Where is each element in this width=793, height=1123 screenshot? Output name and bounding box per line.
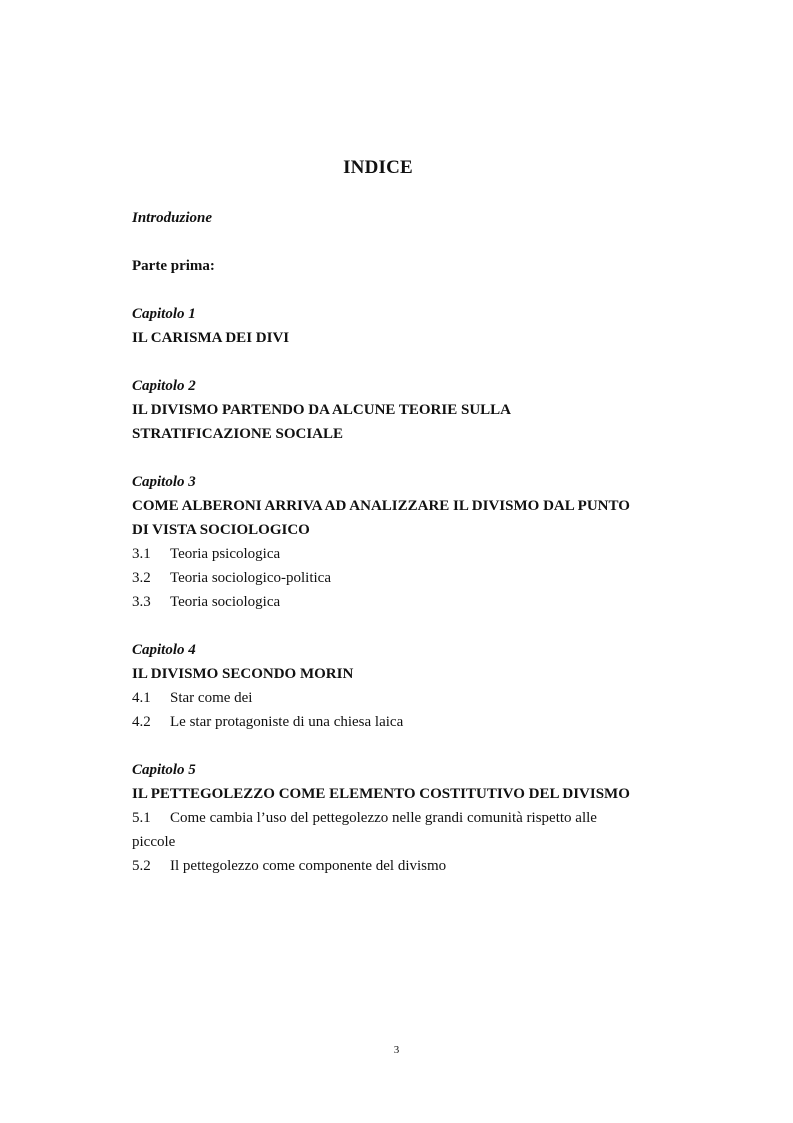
toc-item-number: 5.2 bbox=[132, 858, 151, 874]
toc-item-number: 3.3 bbox=[132, 594, 151, 610]
toc-item-text: Star come dei bbox=[170, 690, 253, 706]
toc-item-text: Le star protagoniste di una chiesa laica bbox=[170, 714, 404, 730]
spacer bbox=[132, 350, 642, 374]
page-title: INDICE bbox=[343, 157, 413, 178]
toc-item-number: 5.1 bbox=[132, 810, 151, 826]
spacer bbox=[132, 278, 642, 302]
chapter-1-title: IL CARISMA DEI DIVI bbox=[132, 330, 290, 346]
chapter-5-title: IL PETTEGOLEZZO COME ELEMENTO COSTITUTIVO DEL DIVISMO bbox=[132, 786, 630, 802]
toc-item bbox=[132, 686, 642, 710]
toc-item-number: 4.1 bbox=[132, 690, 151, 706]
spacer bbox=[132, 734, 642, 758]
toc-item-text: Il pettegolezzo come componente del divismo bbox=[170, 858, 447, 874]
spacer bbox=[132, 230, 642, 254]
intro-entry: Introduzione bbox=[132, 210, 213, 226]
spacer bbox=[132, 446, 642, 470]
toc-item bbox=[132, 854, 642, 878]
toc-item bbox=[132, 542, 642, 566]
spacer bbox=[132, 614, 642, 638]
chapter-2-title: IL DIVISMO PARTENDO DA ALCUNE TEORIE SULLA STRATIFICAZIONE SOCIALE bbox=[132, 402, 511, 442]
toc-item bbox=[132, 590, 642, 614]
part-heading: Parte prima: bbox=[132, 258, 215, 274]
page-number: 3 bbox=[393, 1044, 400, 1056]
table-of-contents bbox=[132, 206, 642, 878]
toc-item bbox=[132, 806, 642, 854]
chapter-4-label: Capitolo 4 bbox=[132, 642, 196, 658]
chapter-4-title: IL DIVISMO SECONDO MORIN bbox=[132, 666, 354, 682]
toc-item-text: Teoria psicologica bbox=[170, 546, 281, 562]
chapter-2-label: Capitolo 2 bbox=[132, 378, 196, 394]
chapter-5-label: Capitolo 5 bbox=[132, 762, 196, 778]
toc-item bbox=[132, 710, 642, 734]
toc-item bbox=[132, 566, 642, 590]
chapter-3-title: COME ALBERONI ARRIVA AD ANALIZZARE IL DIVISMO DAL PUNTO DI VISTA SOCIOLOGICO bbox=[132, 498, 630, 538]
toc-item-number: 4.2 bbox=[132, 714, 151, 730]
toc-item-text: Teoria sociologico-politica bbox=[170, 570, 331, 586]
chapter-1-label: Capitolo 1 bbox=[132, 306, 196, 322]
chapter-3-label: Capitolo 3 bbox=[132, 474, 196, 490]
toc-item-text: Come cambia l’uso del pettegolezzo nelle grandi comunità rispetto alle piccole bbox=[132, 810, 597, 850]
toc-item-number: 3.1 bbox=[132, 546, 151, 562]
toc-item-text: Teoria sociologica bbox=[170, 594, 281, 610]
toc-item-number: 3.2 bbox=[132, 570, 151, 586]
